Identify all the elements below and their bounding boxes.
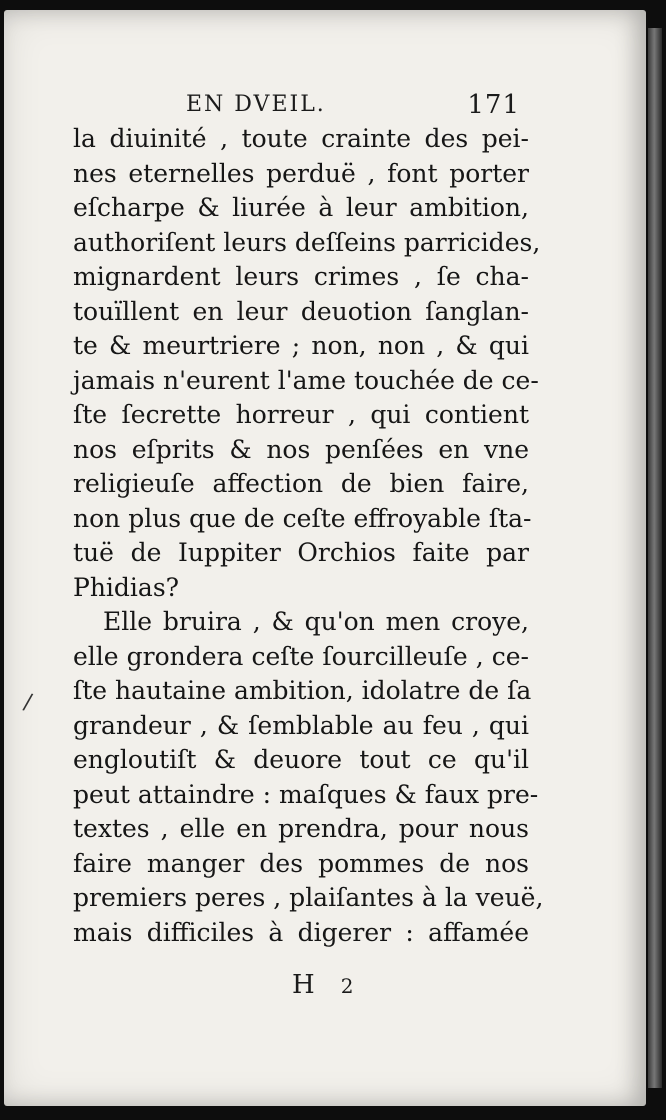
signature-number: 2 <box>340 974 356 998</box>
text-line: te & meurtriere ; non, non , & qui <box>73 331 529 360</box>
text-line: religieuſe affection de bien faire, <box>73 469 529 498</box>
text-line: grandeur , & ſemblable au feu , qui <box>73 710 529 740</box>
page-number: 171 <box>467 90 520 120</box>
text-line: elle grondera ceſte ſourcilleuſe , ce- <box>73 641 529 671</box>
text-line: la diuinité , toute crainte des pei- <box>73 124 529 153</box>
text-line: tuë de Iuppiter Orchios faite par <box>73 538 529 567</box>
text-line: textes , elle en prendra, pour nous <box>73 814 529 843</box>
text-line: non plus que de ceſte effroyable ſta- <box>73 503 532 533</box>
margin-mark: / <box>21 689 34 716</box>
book-page <box>4 10 646 1106</box>
text-line: faire manger des pommes de nos <box>73 848 529 878</box>
text-line: nes eternelles perduë , font porter <box>73 158 529 188</box>
text-line: ſte hautaine ambition, idolatre de ſa <box>73 676 532 705</box>
text-line: eſcharpe & liurée à leur ambition, <box>73 193 529 222</box>
text-line: mais difficiles à digerer : affamée <box>73 917 529 947</box>
text-line: authoriſent leurs deſſeins parricides, <box>73 227 541 257</box>
running-head-title: EN DVEIL. <box>186 92 326 117</box>
text-line: jamais n'eurent l'ame touchée de ce- <box>73 365 539 395</box>
text-line: premiers peres , plaiſantes à la veuë, <box>73 883 544 912</box>
text-line: Phidias? <box>73 572 180 602</box>
text-line: Elle bruira , & qu'on men croye, <box>103 607 529 636</box>
text-line: touïllent en leur deuotion ſanglan- <box>73 296 529 326</box>
signature-mark <box>292 970 355 1000</box>
text-line: mignardent leurs crimes , ſe cha- <box>73 262 529 291</box>
text-line: engloutiſt & deuore tout ce qu'il <box>73 745 529 774</box>
signature-letter: H <box>292 970 317 1000</box>
page-edge <box>648 28 662 1088</box>
body-text <box>73 122 544 950</box>
text-line: peut attaindre : maſques & faux pre- <box>73 779 539 809</box>
running-head <box>74 88 524 122</box>
text-line: nos eſprits & nos penſées en vne <box>73 434 529 464</box>
text-line: ſte ſecrette horreur , qui contient <box>73 400 529 429</box>
